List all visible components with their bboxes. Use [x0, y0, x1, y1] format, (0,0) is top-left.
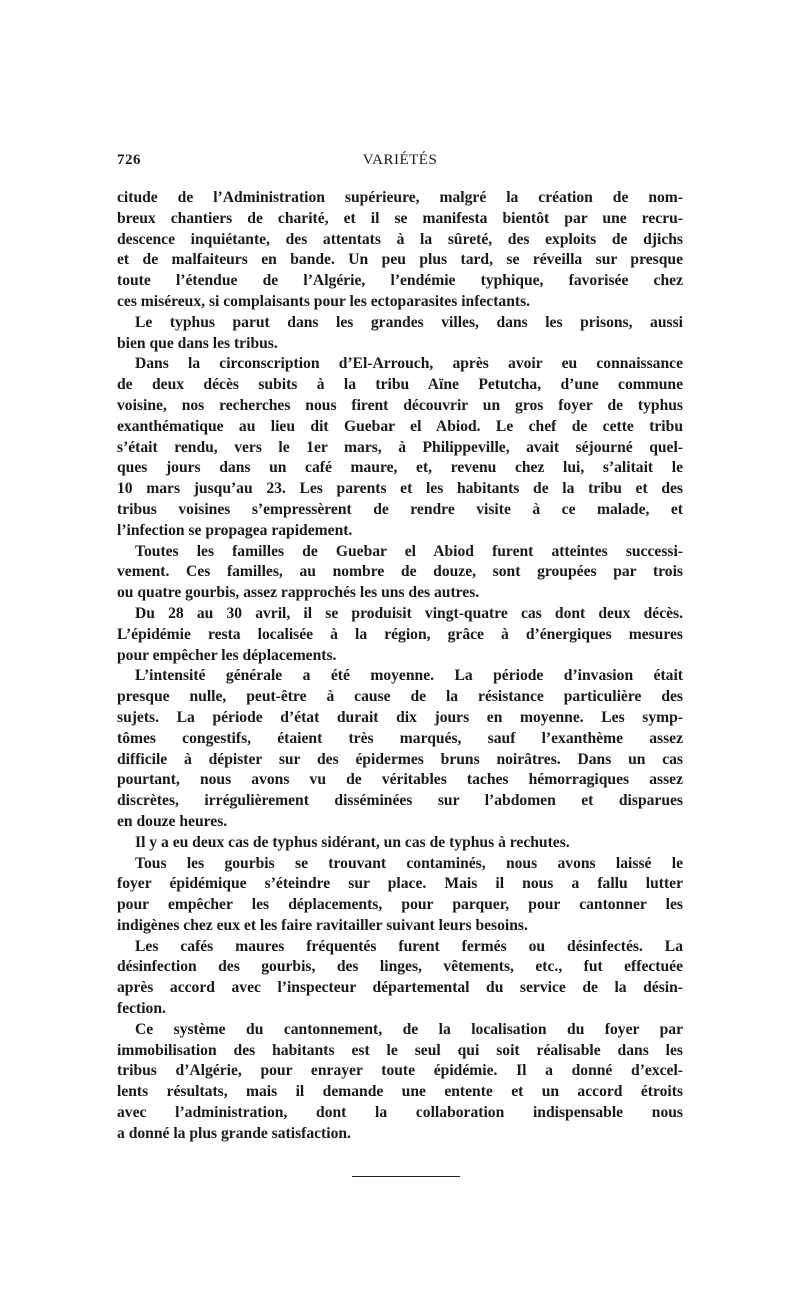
text-line: L’intensité générale a été moyenne. La période d’invasion était [135, 667, 683, 685]
text-line: Les cafés maures fréquentés furent fermés ou désinfectés. La [135, 937, 683, 955]
text-line: vement. Ces familles, au nombre de douze, sont groupées par trois [117, 563, 683, 581]
text-line: presque nulle, peut-être à cause de la résistance particulière des [117, 688, 683, 706]
text-line: foyer épidémique s’éteindre sur place. Mais il nous a fallu lutter [117, 875, 683, 893]
text-line: lents résultats, mais il demande une entente et un accord étroits [117, 1083, 683, 1101]
text-line: discrètes, irrégulièrement disséminées sur l’abdomen et disparues [117, 792, 683, 810]
text-line: ces miséreux, si complaisants pour les ectoparasites infectants. [117, 292, 531, 310]
text-line: avec l’administration, dont la collaboration indispensable nous [117, 1104, 683, 1122]
text-line: ou quatre gourbis, assez rapprochés les uns des autres. [117, 584, 480, 602]
text-line: fection. [117, 1000, 166, 1018]
text-line: Tous les gourbis se trouvant contaminés, nous avons laissé le [135, 854, 683, 872]
text-line: pour empêcher les déplacements, pour parquer, pour cantonner les [117, 896, 683, 914]
page-number: 726 [117, 152, 141, 168]
text-line: difficile à dépister sur des épidermes bruns noirâtres. Dans un cas [117, 750, 683, 768]
text-line: pourtant, nous avons vu de véritables taches hémorragiques assez [117, 771, 683, 789]
text-line: pour empêcher les déplacements. [117, 646, 337, 664]
text-line: de deux décès subits à la tribu Aïne Petutcha, d’une commune [117, 376, 683, 394]
text-line: Dans la circonscription d’El-Arrouch, après avoir eu connaissance [135, 355, 683, 373]
text-line: exanthématique au lieu dit Guebar el Abiod. Le chef de cette tribu [117, 417, 683, 435]
text-line: ques jours dans un café maure, et, revenu chez lui, s’alitait le [117, 459, 683, 477]
text-line: désinfection des gourbis, des linges, vêtements, etc., fut effectuée [117, 958, 683, 976]
text-line: tribus voisines s’empressèrent de rendre visite à ce malade, et [117, 500, 683, 518]
text-line: a donné la plus grande satisfaction. [117, 1124, 351, 1142]
text-line: toute l’étendue de l’Algérie, l’endémie typhique, favorisée chez [117, 272, 683, 290]
running-title: VARIÉTÉS [362, 152, 438, 168]
text-line: L’épidémie resta localisée à la région, grâce à d’énergiques mesures [117, 625, 683, 643]
text-line: Du 28 au 30 avril, il se produisit vingt-quatre cas dont deux décès. [135, 604, 683, 622]
text-line: après accord avec l’inspecteur départemental du service de la désin- [117, 979, 683, 997]
text-line: Il y a eu deux cas de typhus sidérant, un cas de typhus à rechutes. [135, 833, 570, 851]
text-line: Le typhus parut dans les grandes villes, dans les prisons, aussi [135, 313, 683, 331]
section-end-rule [352, 1176, 460, 1177]
text-line: voisine, nos recherches nous firent découvrir un gros foyer de typhus [117, 396, 683, 414]
text-line: en douze heures. [117, 812, 228, 830]
text-line: 10 mars jusqu’au 23. Les parents et les habitants de la tribu et des [117, 480, 683, 498]
text-line: indigènes chez eux et les faire ravitailler suivant leurs besoins. [117, 916, 528, 934]
text-line: tômes congestifs, étaient très marqués, sauf l’exanthème assez [117, 729, 683, 747]
text-line: citude de l’Administration supérieure, malgré la création de nom- [117, 189, 683, 206]
text-line: tribus d’Algérie, pour enrayer toute épidémie. Il a donné d’excel- [117, 1062, 683, 1080]
text-line: l’infection se propagea rapidement. [117, 521, 353, 539]
text-line: bien que dans les tribus. [117, 334, 278, 352]
text-line: immobilisation des habitants est le seul qui soit réalisable dans les [117, 1041, 683, 1059]
text-line: et de malfaiteurs en bande. Un peu plus tard, se réveilla sur presque [117, 251, 683, 269]
running-head [117, 152, 683, 174]
text-line: descence inquiétante, des attentats à la sûreté, des exploits de djichs [117, 230, 683, 248]
text-line: sujets. La période d’état durait dix jours en moyenne. Les symp- [117, 708, 683, 726]
text-line: s’était rendu, vers le 1er mars, à Philippeville, avait séjourné quel- [117, 438, 683, 456]
text-line: Toutes les familles de Guebar el Abiod furent atteintes successi- [135, 542, 683, 560]
text-line: Ce système du cantonnement, de la localisation du foyer par [135, 1020, 683, 1038]
text-line: breux chantiers de charité, et il se manifesta bientôt par une recru- [117, 209, 683, 227]
article-body [117, 188, 683, 1145]
